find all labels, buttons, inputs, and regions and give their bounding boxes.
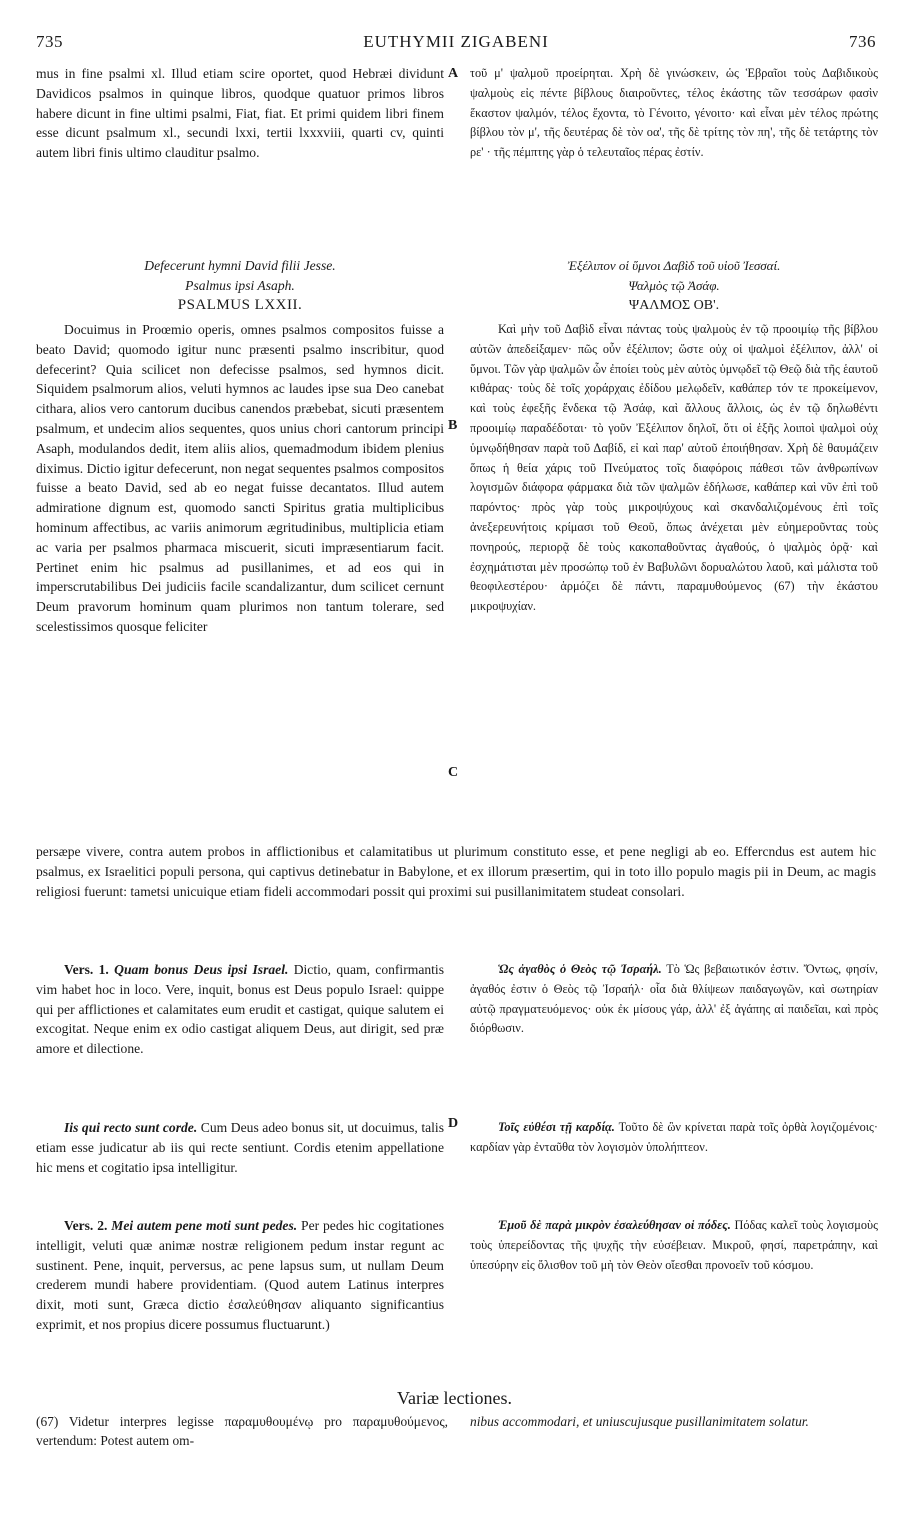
latin-verse-1-label: Vers. 1. [64,962,109,977]
variant-reading-note-right: nibus accommodari, et uniuscujusque pusillanimitatem solatur. [470,1414,809,1429]
greek-intro [470,64,878,254]
latin-verse-1b [36,1118,444,1210]
latin-psalm-number: PSALMUS LXXII. [177,296,303,313]
greek-heading-line1: Ἐξέλιπον οἱ ὕμνοι Δαβὶδ τοῦ υἱοῦ Ἰεσσαί. [567,258,781,273]
greek-commentary [470,320,878,840]
greek-verse-1-text: Τὸ Ὡς βεβαιωτικόν ἐστιν. Ὄντως, φησίν, ἀγαθός ἐστιν ὁ Θεὸς τῷ Ἰσραήλ· οἷα διὰ θλίψεων παιδαγωγῶν, καὶ σωτηρίαν αὐτῷ πραγματευόμενος· οὐκ ἐκ μίσους γάρ, ἀλλ' ἐξ ἀγάπης αἱ παιδεῖαι, καὶ πρὸς διόρθωσιν. [470,962,878,1036]
latin-intro [36,64,444,242]
margin-marker-a: A [448,66,459,81]
latin-verse-2-label: Vers. 2. [64,1218,108,1233]
latin-verse-2 [36,1216,444,1376]
latin-verse-1 [36,960,444,1112]
greek-intro-text: τοῦ μ' ψαλμοῦ προείρηται. Χρὴ δὲ γινώσκειν, ὡς Ἑβραῖοι τοὺς Δαβιδικοὺς ψαλμοὺς εἰς πέντε βίβλους διαιροῦντες, τέλος ἑκάστης τῶν τεσσάρων φασὶν ἕκαστον ψαλμόν, τέλος ἔχοντα, τὸ Γένοιτο, γένοιτο· καὶ εἶναι μὲν τέλος πρώτης βίβλου τὸν μ', τῆς δευτέρας δὲ τὸν οα', τῆς δὲ τρίτης τὸν πη', τῆς δὲ τετάρτης τὸν ρε' · τῆς πέμπτης γὰρ ὁ τελευταῖος πέρας ἐστίν. [470,66,878,160]
greek-verse-1b-text: Τοῦτο δὲ ὢν κρίνεται παρὰ τοῖς ὀρθὰ λογιζομένοις· καρδίαν γὰρ ἐνταῦθα τὸν λογισμὸν ὑπολήπτεον. [470,1120,879,1154]
latin-intro-text: mus in fine psalmi xl. Illud etiam scire oportet, quod Hebræi dividunt Davidicos psalmos in quinque libros, quodque quatuor primos libros habere dicunt in fine ultimi psalmi, Fiat, fiat. Et primi quidem libri finem esse dicunt psalmum xl., secundi lxxi, tertii lxxxviii, quarti cv, quinti autem libri finis ultimo clauditur psalmo. [36,66,444,161]
greek-verse-1b-quote: Τοῖς εὐθέσι τῇ καρδίᾳ. [498,1120,615,1134]
latin-continuation-text: persæpe vivere, contra autem probos in afflictionibus et calamitatibus ut plurimum constituto esse, et pene negligi ab eo. Effercndus est autem hic psalmus, ex Israelitici populi persona, qui captivus detinebatur in Babylone, et ex illorum præsertim, qui in toto illo populo magis pii in Deum, ac magis religiosi fuerunt: tametsi unicuique etiam fideli accommodari possit qui proximi sui pusillanimitatem studeat consolari. [36,844,876,899]
latin-verse-1b-quote: Iis qui recto sunt corde. [64,1120,198,1135]
margin-marker-b: B [448,418,458,433]
running-title: EUTHYMII ZIGABENI [363,32,549,51]
variant-reading-note-left: (67) Videtur interpres legisse παραμυθουμένῳ pro παραμυθούμενος, vertendum: Potest autem om- [36,1414,448,1448]
latin-heading-line1: Defecerunt hymni David filii Jesse. [144,258,336,273]
margin-marker-c: C [448,765,459,780]
greek-commentary-text: Καὶ μὴν τοῦ Δαβὶδ εἶναι πάντας τοὺς ψαλμοὺς ἐν τῷ προοιμίῳ τῆς βίβλου αὐτῶν ἀπεδείξαμεν· πῶς οὖν ἐξέλιπον; ὥστε οὐχ οἱ ψαλμοὶ ἐξέλιπον, ἀλλ' οἱ ὕμνοι. Τῶν γὰρ ψαλμῶν ὧν ἐποίει τοὺς μὲν αὐτὸς ὑμνῳδεῖ τῷ Θεῷ διὰ τῆς ἑαυτοῦ κιθάρας· τοὺς δὲ τοῖς χοράρχαις ἐδίδου μελῳδεῖν, καθάπερ τόν τε προκείμενον, καὶ τοὺς ἐφεξῆς ἕνδεκα τῷ Ἀσάφ, καὶ ἄλλους ἄλλοις, ὡς ἐν τῷ δηλωθέντι προοιμίῳ παραδέδοται· τὸ γοῦν Ἐξέλιπον δηλοῖ, ὅτι οἱ ἑξῆς λοιποὶ ψαλμοὶ οὐχ ὑμνῳδήθησαν παρὰ τοῦ Δαβίδ, εἰ καὶ παρ' αὐτοῦ ἐποιήθησαν. Χρὴ δὲ θαυμάζειν ὅπως ἡ θεία χάρις τοῦ Πνεύματος τοῖς διαφόροις πάθεσι τῶν ἀνθρωπίνων λογισμῶν διάφορα φάρμακα διὰ τῶν ψαλμῶν ἐδήλωσε, καθάπερ καὶ νῦν ἐπὶ τοῦ παρόντος· πρὸς γὰρ τοὺς μικροψύχους καὶ σκανδαλιζομένους ἐπὶ τοῖς ἀνεξερευνήτοις κρίμασι τοῦ Θεοῦ, ὅπως ἀνέχεται μὲν εὐημεροῦντας τοὺς πονηρούς, περιορᾷ δὲ τοὺς κακοπαθοῦντας ἀγαθούς, ὁ ψαλμὸς ὁρᾷ· καὶ ἐσχημάτισται μὲν προσώπῳ τοῦ ἐν Βαβυλῶνι δορυαλώτου λαοῦ, καὶ μάλιστα τοῦ θεοφιλεστέρου· ἁρμόζει δὲ πάντι, παραμυθούμενος (67) τὴν ἑκάστου μικροψυχίαν. [470,322,878,614]
greek-verse-2-quote: Ἐμοῦ δὲ παρὰ μικρὸν ἐσαλεύθησαν οἱ πόδες. [498,1218,731,1232]
page-number-left: 735 [36,32,63,51]
greek-heading-line2: Ψαλμὸς τῷ Ἀσάφ. [628,277,720,293]
latin-verse-1-quote: Quam bonus Deus ipsi Israel. [114,962,289,977]
latin-continuation [36,842,876,954]
greek-verse-2 [470,1216,878,1326]
latin-heading-line2: Psalmus ipsi Asaph. [185,277,295,293]
margin-marker-d: D [448,1116,459,1131]
page-number-right: 736 [849,32,876,51]
latin-verse-1-text: Dictio, quam, confirmantis vim habet hoc in loco. Vere, inquit, bonus est Deus populo Israel: quippe qui per afflictiones et calamitates eum erudit et castigat, quique salutem ei excogitat. Neque enim ex odio castigat aliquem Deus, aut dirigit, sed præ amore et dilectione. [36,962,444,1057]
latin-verse-2-text: Per pedes hic cogitationes intelligit, veluti quæ animæ nostræ religionem pedum instar regunt ac sustinent. Pene, inquit, perversus, ac pene lapsus sum, ut nullam Deum crederem mundi habere providentiam. (Quod autem Latinus interpres dixit, moti sunt, Græca dictio ἐσαλεύθησαν aliquanto significantius exprimit, et nos propius dicere possumus fluctuarunt.) [36,1218,444,1332]
greek-verse-1-quote: Ὡς ἀγαθὸς ὁ Θεὸς τῷ Ἰσραήλ. [498,962,662,976]
greek-verse-2-text: Πόδας καλεῖ τοὺς λογισμοὺς τοὺς ὑπερείδοντας τῆς ψυχῆς τὴν εὐσέβειαν. Μικροῦ, φησί, παρετράπην, καὶ ὑπεσύρην εἰς ὄλισθον τοῦ μὴ τὸν Θεὸν οἴεσθαι προνοεῖν τοῦ κόσμου. [470,1218,878,1272]
page-header [36,18,876,54]
latin-verse-2-quote: Mei autem pene moti sunt pedes. [111,1218,298,1233]
latin-commentary [36,320,444,840]
latin-psalm-heading [36,256,444,315]
latin-verse-1b-text: Cum Deus adeo bonus sit, ut docuimus, talis etiam esse judicatur ab iis qui recte sentiunt. Cordis etenim appellatione hic mens et cogitatio ipsa intelligitur. [36,1120,444,1175]
greek-verse-1 [470,960,878,1100]
greek-psalm-heading [470,256,878,315]
greek-verse-1b [470,1118,878,1178]
latin-commentary-text: Docuimus in Proœmio operis, omnes psalmos compositos fuisse a beato David; quomodo igitur nunc præsenti psalmo inscribitur, quod defecerint? Quia scilicet non defecisse psalmos, sed hymnos dicit. Siquidem psalmorum alios, veluti hymnos ac laudes ipse sua Deo canebat cithara, alios vero cantorum ducibus canendos præbebat, sicuti præsentem psalmum, et undecim alios sequentes, quos unius chori cantorum principi Asaph, modulandos dedit, item aliis alios, quemadmodum ibidem plenius diximus. Dictio igitur defecerunt, non negat sequentes psalmos compositos fuisse a beato David, sed ab eo negat fuisse decantatos. Illud autem admiratione dignum est, quomodo sancti Spiritus gratia multiplicibus hominum affectibus, ac variis animorum ægritudinibus, multiplicia etiam ac varia per psalmos pharmaca miscuerit, sicuti impræsentiarum facit. Pertinet enim hic psalmus ad pusillanimes, et ad eos qui in imperscrutabilibus Dei judiciis facile scandalizantur, dum scilicet cernunt Deum pravorum hominum quam plurimos non tantum tolerare, sed scelestissimos quosque feliciter [36,322,444,634]
variant-readings-title: Variæ lectiones. [397,1388,512,1408]
greek-psalm-number: ΨΑΛΜΟΣ ΟΒ'. [628,297,720,313]
